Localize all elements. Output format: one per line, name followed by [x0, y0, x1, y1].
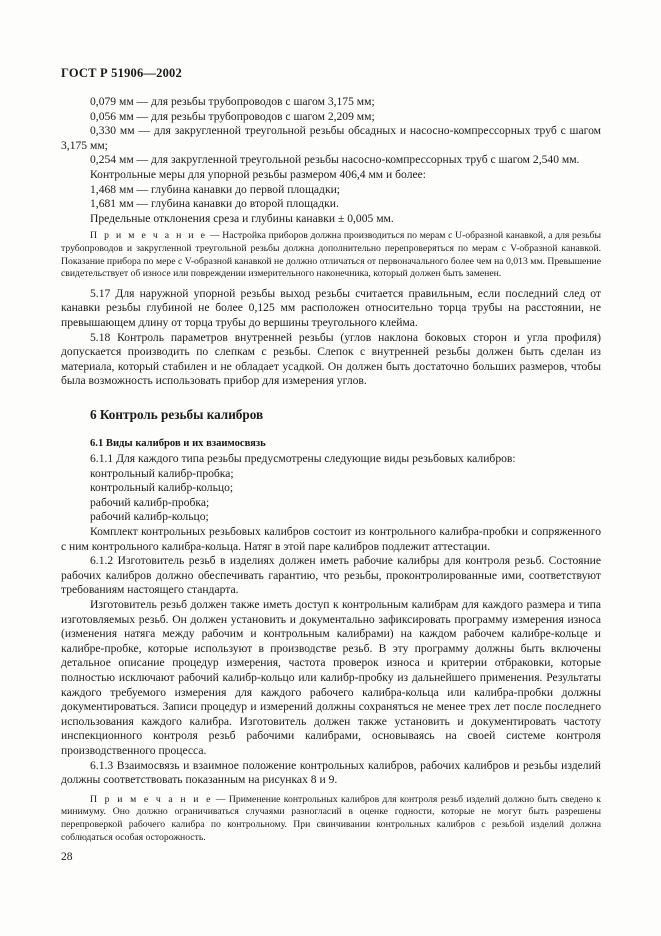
document-body — [61, 95, 601, 844]
paragraph: Комплект контрольных резьбовых калибров состоит из контрольного калибра-пробки и сопряженного с ним контрольного калибра-кольца. Натяг в этой паре калибров подлежит аттестации. — [61, 525, 601, 553]
note — [61, 794, 601, 844]
paragraph: контрольный калибр-пробка; — [90, 466, 234, 480]
paragraph: 0,079 мм — для резьбы трубопроводов с шагом 3,175 мм; — [90, 95, 375, 108]
paragraph: 0,056 мм — для резьбы трубопроводов с шагом 2,209 мм; — [90, 109, 375, 123]
paragraph: 6.1.1 Для каждого типа резьбы предусмотрены следующие виды резьбовых калибров: — [90, 452, 516, 466]
paragraph: контрольный калибр-кольцо; — [90, 481, 234, 495]
note-text: — Настройка приборов должна производиться по мерам с U-образной канавкой, а для резьбы трубопроводов и закругленной треугольной резьбы должна дополнительно перепроверяться по мерам с V-образной канавкой. Показание прибора по мере с V-образной канавкой не должно отличаться от первоначального более чем на 0,013 мм. Превышение свидетельствует об износе или повреждении измерительного наконечника, который должен быть заменен. — [61, 230, 601, 280]
paragraph: 0,254 мм — для закругленной треугольной резьбы насосно-компрессорных труб с шагом 2,540 мм. — [90, 153, 580, 167]
note-text: — Применение контрольных калибров для контроля резьб изделий должно быть сведено к минимуму. Оно должно ограничиваться случаями разногласий в оценке годности, которые не могут быть разрешены перепроверкой рабочего калибра по контрольному. При свинчивании контрольных калибров с резьбой изделий должна соблюдаться особая осторожность. — [61, 793, 601, 843]
paragraph: Изготовитель резьб должен также иметь доступ к контрольным калибрам для каждого размера и типа изготовляемых резьб. Он должен установить и документально зафиксировать программу измерения износа (изменения натяга между рабочим и контрольным калибрами) на каждом рабочем калибре-кольце и калибре-пробке, которые используют в производстве резьб. В эту программу должны быть включены детальное описание процедур измерения, частота проверок износа и критерии отбраковки, которые полностью исключают рабочий калибр-кольцо или калибр-пробку из дальнейшего применения. Результаты каждого требуемого измерения для каждого рабочего калибра-кольца или калибра-пробки должны документироваться. Записи процедур и измерений должны сохраняться не менее трех лет после последнего использования каждого калибра. Изготовитель должен также установить и документировать частоту инспекционного контроля резьб рабочими калибрами, основываясь на своей системе контроля производственного процесса. — [61, 598, 601, 757]
paragraph: 5.18 Контроль параметров внутренней резьбы (углов наклона боковых сторон и угла профиля) допускается производить по слепкам с резьбы. Слепок с внутренней резьбы должен быть сделан из материала, который стабилен и не обладает усадкой. Он должен быть достаточно больших размеров, чтобы была возможность использовать прибор для измерения углов. — [61, 330, 601, 388]
page-header: ГОСТ Р 51906—2002 — [61, 66, 182, 80]
paragraph: 6.1.2 Изготовитель резьб в изделиях должен иметь рабочие калибры для контроля резьб. Состояние рабочих калибров должно обеспечивать гарантию, что резьбы, проконтролированные ими, соответствуют требованиям настоящего стандарта. — [61, 554, 601, 597]
page-number: 28 — [61, 850, 73, 863]
note — [61, 230, 601, 280]
paragraph: 0,330 мм — для закругленной треугольной резьбы обсадных и насосно-компрессорных труб с шагом 3,175 мм; — [61, 124, 601, 152]
note-label: П р и м е ч а н и е — [90, 793, 213, 805]
paragraph: Контрольные меры для упорной резьбы размером 406,4 мм и более: — [90, 167, 426, 181]
paragraph: 6.1.3 Взаимосвязь и взаимное положение контрольных калибров, рабочих калибров и резьбы изделий должны соответствовать показанным на рисунках 8 и 9. — [61, 758, 601, 787]
subsection-heading: 6.1 Виды калибров и их взаимосвязь — [90, 438, 266, 450]
note-label: П р и м е ч а н и е — [90, 230, 208, 242]
section-heading: 6 Контроль резьбы калибров — [90, 406, 264, 422]
paragraph: 5.17 Для наружной упорной резьбы выход резьбы считается правильным, если последний след от канавки резьбы глубиной не более 0,125 мм расположен относительно торца трубы на расстоянии, не превышающем длину от торца трубы до вершины треугольного клейма. — [61, 286, 601, 329]
paragraph: рабочий калибр-пробка; — [90, 495, 210, 509]
paragraph: 1,468 мм — глубина канавки до первой площадки; — [90, 182, 341, 196]
paragraph: Предельные отклонения среза и глубины канавки ± 0,005 мм. — [90, 211, 394, 225]
paragraph: рабочий калибр-кольцо; — [90, 510, 209, 524]
paragraph: 1,681 мм — глубина канавки до второй площадки. — [90, 197, 339, 211]
